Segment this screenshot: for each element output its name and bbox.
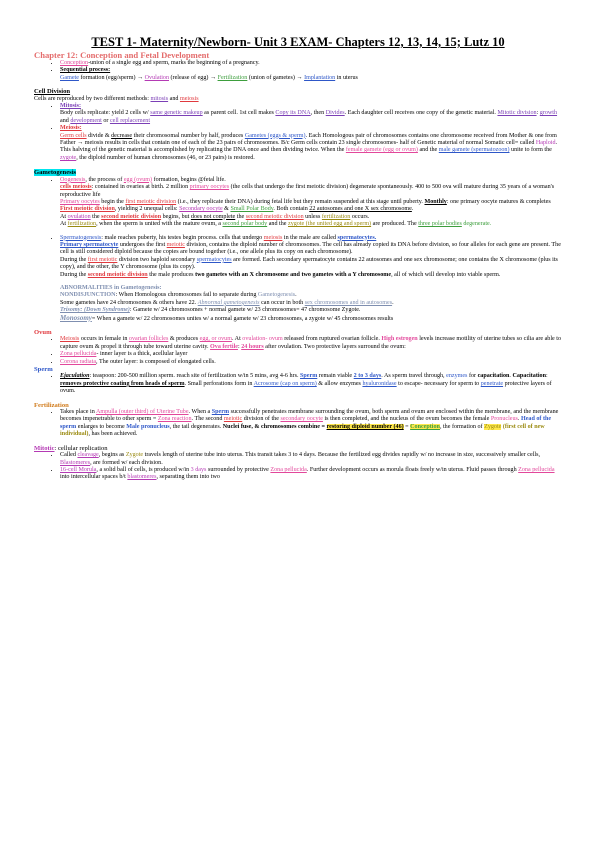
list-item: • Zona pellucida- inner layer is a thick, acellular layer: [60, 351, 562, 358]
list-item: • Meiosis: Germ cells divide & decrease their chromosomal number by half, produces Gametes (eggs & sperm). Each Homologous pair of chromosomes contains one chromosome received from Mother & one from Father → meiosis results in cells that contain one of each of the 23 pairs of chromosomes. B/c Germ cells contain 23 single chromosomes- half of Genetic material of normal Somatic cell= called Haploid. This halving of the genetic material is accomplished by replicating the DNA once and then dividing twice. When the female gamete (egg or ovum) and the male gamete (spermatozoon) unite to form the zygote, the diploid number of human chromosomes (46, or 23 pairs) is restored.: [60, 125, 562, 162]
list-item: • Oogenesis, the process of egg (ovum) formation, begins @fetal life. cells meiosis: contained in ovaries at birth. 2 million primary oocytes (the cells that undergo the first meiotic division) degenerate spontaneously. 400 to 500 ova will mature during 35 years of a woman's reproductive life Primary oocytes begin the first meiotic division (i.e., they replicate their DNA) during fetal life but they remain suspended at this stage until puberty. Monthly: one primary oocyte matures & completes First meiotic division, yielding 2 unequal cells: Secondary oocyte & Small Polar Body. Both contain 22 autosomes and one X sex chromosome. At ovulation the second meiotic division begins, but does not complete the second meiotic division unless fertilization occurs. At fertilization, when the sperm is united with the mature ovum, a second polar body and the zygote (the united egg and sperm) are produced. The three polar bodies degenerate.: [60, 177, 562, 229]
list-item: • Corona radiata, The outer layer: is composed of elongated cells.: [60, 359, 562, 366]
gametogenesis-list: [34, 177, 562, 229]
list-item: • Conception-union of a single egg and sperm, marks the beginning of a pregnancy.: [60, 60, 562, 67]
paragraph: Cells are reproduced by two different methods: mitosis and meiosis: [34, 95, 199, 102]
section-heading: Cell Division: [34, 88, 71, 96]
document-title: TEST 1- Maternity/Newborn- Unit 3 EXAM- Chapters 12, 13, 14, 15; Lutz 10: [91, 35, 505, 49]
section-heading-gametogenesis: Gametogenesis: [34, 169, 77, 177]
section-heading-sperm: Sperm: [34, 366, 53, 374]
ovum-list: [34, 336, 562, 366]
fertilization-list: [34, 409, 562, 439]
spermatogenesis-list: [34, 235, 562, 323]
mitotic-list: [34, 452, 562, 482]
section-heading-mitotic: Mitotic: cellular replication: [34, 444, 108, 452]
list-item: • Takes place in Ampulla (outer third) of Uterine Tube. When a Sperm successfully penetrates membrane surrounding the ovum, both sperm and ovum are enclosed within the membrane, and the membrane becomes impenetrable to other sperm = Zona reaction. The second meiotic division of the secondary oocyte is then completed, and the nucleus of the ovum becomes the female Pronucleus. Head of the sperm enlarges to become Male pronucleus, the tail degenerates. Nuclei fuse, & chromosomes combine = restoring diploid number (46) = Conception, the formation of Zygote (first cell of new individual), has been achieved.: [60, 409, 562, 439]
section-heading-fertilization: Fertilization: [34, 401, 69, 409]
list-item: • Mitosis: Body cells replicate: yield 2 cells w/ same genetic makeup as parent cell. 1st cell makes Copy its DNA, then Divides. Each daughter cell receives one copy of the genetic material. Mitotic division: growth and development or cell replacement: [60, 103, 562, 125]
list-item: • Called cleavage, begins as Zygote travels length of uterine tube into uterus. This transit takes 3 to 4 days. Because the fertilized egg divides rapidly w/ no increase in size, successively smaller cells, Blastomeres, are formed w/ each division.: [60, 452, 562, 467]
list-item: • Spermatogenesis: male reaches puberty, his testes begin process. cells that undergo meiosis in the male are called spermatocytes. Primary spermatocyte undergoes the first meiotic division, contains the diploid number of chromosomes. The cell has already copied its DNA before division, so four alleles for each gene are present. The cell is still considered diploid because the copies are bound together (i.e., one allele plus its copy on each chromosome). During the first meiotic division two haploid secondary spermatocytes are formed. Each secondary spermatocyte contains 22 autosomes and one sex chromosome; one contains the X chromosome (plus its copy), and the other, the Y chromosome (plus its copy). During the second meiotic division the male produces two gametes with an X chromosome and two gametes with a Y chromosome, all of which will develop into viable sperm. ABNORMALITIES in Gametogenesis: NONDISJUNCTION: When Homologous chromosomes fail to separate during Gametogenesis. Some gametes have 24 chromosomes & others have 22. Abnormal gametogenesis can occur in both sex chromosomes and in autosomes. Trisomy: (Down Syndrome): Gamete w/ 24 chromosomes + normal gamete w/ 23 chromosomes= 47 chromosome Zygote. Monosomy= When a gamete w/ 22 chromosomes unites w/ a normal gamete w/ 23 chromosomes, a zygote w/ 45 chromosomes results: [60, 235, 562, 323]
list-item: • Sequential process: Gamete formation (egg/sperm) → Ovulation (release of egg) → Fertilization (union of gametes) → Implantation in uterus: [60, 67, 562, 82]
abnormalities-heading: ABNORMALITIES in Gametogenesis:: [60, 284, 162, 291]
sperm-list: [34, 373, 562, 395]
chapter-heading: Chapter 12: Conception and Fetal Development: [34, 50, 210, 60]
cell-division-list: [34, 103, 562, 162]
section-heading-ovum: Ovum: [34, 329, 52, 336]
document-page: [34, 36, 562, 482]
list-item: • Meiosis occurs in female in ovarian follicles & produces egg, or ovum. At ovulation- ovum released from ruptured ovarian follicle. High estrogen levels increase motility of uterine tubes so cilia are able to capture ovum & propel it through tube toward uterine cavity. Ova fertile: 24 hours after ovulation. Two protective layers surround the ovum:: [60, 336, 562, 351]
list-item: • Ejaculation: teaspoon: 200-500 million sperm. reach site of fertilization w/in 5 mins, avg 4-6 hrs. Sperm remain viable 2 to 3 days. As sperm travel through, enzymes for capacitation. Capacitation: removes protective coating from heads of sperm. Small perforations form in Acrosome (cap on sperm) & allow enzymes hyaluronidase to escape- necessary for sperm to penetrate protective layers of ovum.: [60, 373, 562, 395]
list-item: • 16-cell Morula, a solid ball of cells, is produced w/in 3 days surrounded by protective Zona pellucida. Further development occurs as morula floats freely w/in uterus. Fluid passes through Zona pellucida into intercellular spaces b/t blastomeres, separating them into two: [60, 467, 562, 482]
intro-list: [34, 60, 562, 82]
